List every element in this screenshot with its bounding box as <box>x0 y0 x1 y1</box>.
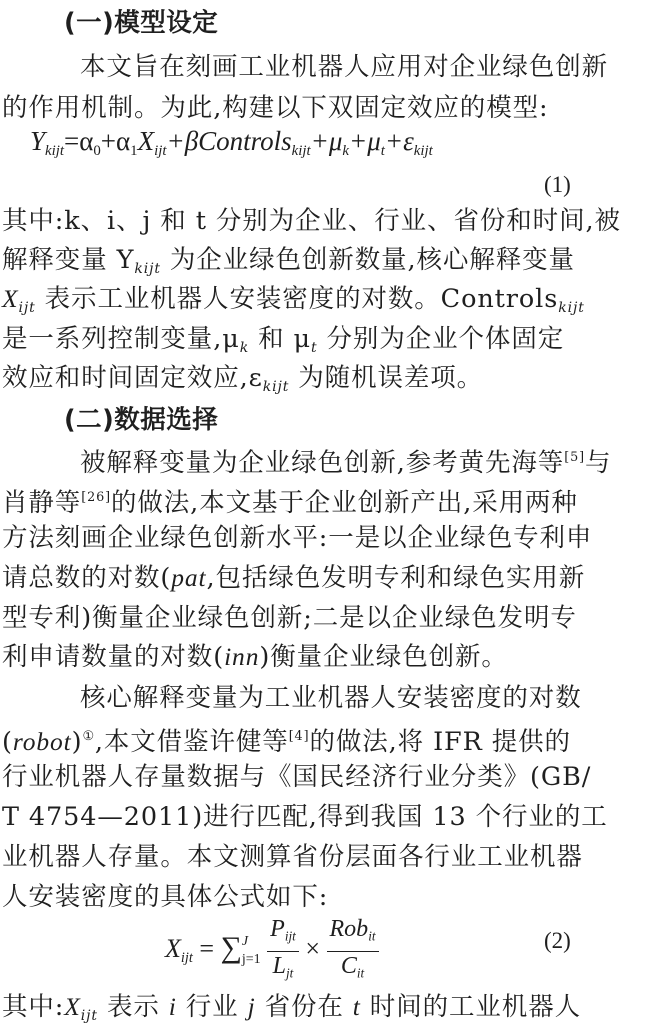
eq-subscript: kijt <box>291 143 311 160</box>
heading-text: (二)数据选择 <box>64 405 219 435</box>
subscript: kijt <box>134 260 161 277</box>
text: 为企业绿色创新数量,核心解释变量 <box>160 245 575 275</box>
eq-subscript: 1 <box>130 143 138 160</box>
text: pat <box>171 563 207 592</box>
eq-subscript: it <box>356 965 365 981</box>
text: ,包括绿色发明专利和绿色实用新 <box>206 563 586 593</box>
paragraph-line <box>80 50 609 84</box>
eq-subscript: ijt <box>154 143 167 160</box>
subscript: ijt <box>18 299 36 316</box>
text: 表示 <box>97 992 169 1022</box>
heading-text: (一)模型设定 <box>64 8 219 38</box>
text: X <box>2 284 19 313</box>
text: X <box>64 992 81 1021</box>
text: T 4754—2011)进行匹配,得到我国 13 个行业的工 <box>2 802 608 832</box>
text: 的作用机制。为此,构建以下双固定效应的模型: <box>2 93 549 123</box>
numerator <box>327 915 379 952</box>
eq-subscript: k <box>342 143 350 160</box>
text: robot <box>12 727 72 757</box>
paragraph-line <box>2 361 588 404</box>
subscript: kijt <box>558 299 585 316</box>
paragraph-line <box>2 243 588 286</box>
citation: [4] <box>288 729 310 744</box>
text: 核心解释变量为工业机器人安装密度的对数 <box>80 683 582 713</box>
paragraph-line <box>80 441 612 480</box>
text: 其中:k、i、j 和 t 分别为企业、行业、省份和时间,被 <box>2 206 621 236</box>
eq-subscript: kijt <box>413 143 433 160</box>
paragraph-line <box>2 800 608 834</box>
sum-symbol: ∑ <box>220 931 242 965</box>
section-heading-model <box>64 6 650 40</box>
text: t <box>352 992 361 1021</box>
sum-upper: J <box>241 934 249 950</box>
text: )衡量企业绿色创新。 <box>259 642 508 672</box>
eq-symbol: X <box>165 934 181 964</box>
eq-symbol: =α <box>64 126 94 156</box>
text: 的做法,本文基于企业创新产出,采用两种 <box>110 488 578 519</box>
text: 效应和时间固定效应,ε <box>2 363 263 393</box>
paragraph-line <box>2 990 588 1033</box>
eq-subscript: t <box>380 143 385 160</box>
paragraph-line <box>2 601 588 635</box>
text: 分别为企业个体固定 <box>317 324 565 354</box>
text: 为随机误差项。 <box>289 363 484 393</box>
paragraph-line <box>2 840 588 874</box>
text: 省份在 <box>255 992 353 1022</box>
paragraph-line <box>2 322 588 365</box>
equation-2 <box>165 915 379 987</box>
subscript: t <box>310 339 318 356</box>
subscript: kijt <box>262 378 290 395</box>
text: j <box>247 992 256 1021</box>
eq-symbol: +μ <box>310 126 343 156</box>
eq-symbol: = <box>199 934 214 964</box>
text: 行业 <box>176 992 248 1022</box>
sum-lower: j=1 <box>241 952 261 968</box>
eq-subscript: ijt <box>180 950 193 967</box>
equation-1 <box>30 126 433 160</box>
text: 是一系列控制变量,μ <box>2 324 240 354</box>
sum-limits <box>242 933 261 969</box>
paragraph-line <box>80 681 586 715</box>
denominator <box>327 952 379 988</box>
eq-subscript: 0 <box>93 143 101 160</box>
text: ( <box>2 727 13 758</box>
eq-subscript: kijt <box>45 143 64 160</box>
text: 人安装密度的具体公式如下: <box>2 882 329 912</box>
eq-symbol: × <box>305 934 321 964</box>
subscript: ijt <box>80 1007 98 1024</box>
text: 表示工业机器人安装密度的对数。Controls <box>35 284 559 314</box>
paragraph-line <box>2 760 592 794</box>
text: i <box>168 992 177 1021</box>
text: 时间的工业机器人 <box>360 992 582 1022</box>
paragraph-line <box>2 561 588 595</box>
eq-symbol: +α <box>100 126 131 156</box>
text: 本文旨在刻画工业机器人应用对企业绿色创新 <box>80 52 609 82</box>
eq-subscript: jt <box>286 965 294 981</box>
text: 肖静等 <box>2 488 82 519</box>
eq-subscript: it <box>368 928 376 944</box>
text: 的做法,将 IFR 提供的 <box>309 727 571 758</box>
fraction-rob-over-c <box>327 915 379 987</box>
text: 和 μ <box>249 324 311 354</box>
eq-symbol: +μ <box>349 126 381 156</box>
text: inn <box>224 642 260 671</box>
text: 行业机器人存量数据与《国民经济行业分类》(GB/ <box>2 762 592 792</box>
eq-symbol: Y <box>30 126 46 156</box>
text: 业机器人存量。本文测算省份层面各行业工业机器 <box>2 842 583 872</box>
text: 型专利)衡量企业绿色创新;二是以企业绿色发明专 <box>2 603 577 633</box>
eq-symbol: L <box>272 952 287 979</box>
paragraph-line <box>2 880 588 914</box>
text: 利申请数量的对数( <box>2 642 225 672</box>
paragraph-line <box>2 282 588 325</box>
paragraph-line <box>2 481 588 520</box>
section-heading-data <box>64 403 650 437</box>
text: 与 <box>584 448 612 479</box>
eq-symbol: +ε <box>384 126 414 156</box>
text: 请总数的对数( <box>2 563 172 593</box>
citation: [5] <box>564 450 585 465</box>
numerator <box>267 915 299 952</box>
equation-number-2: (2) <box>544 928 571 953</box>
text: 被解释变量为企业绿色创新,参考黄先海等 <box>80 448 565 479</box>
fraction-p-over-l <box>267 915 299 987</box>
eq-symbol: P <box>270 916 285 942</box>
eq-subscript: ijt <box>284 928 296 944</box>
text: 其中: <box>2 992 65 1022</box>
equation-number-1: (1) <box>544 172 571 197</box>
eq-symbol: Rob <box>329 916 369 942</box>
eq-symbol: C <box>340 952 357 979</box>
paragraph-line <box>2 640 588 674</box>
text: 解释变量 Y <box>2 245 135 275</box>
eq-symbol: X <box>137 126 155 156</box>
text: ) <box>71 727 83 758</box>
denominator <box>267 952 299 988</box>
footnote-marker: ① <box>82 729 95 744</box>
text: 方法刻画企业绿色创新水平:一是以企业绿色专利申 <box>2 523 593 553</box>
paragraph-line <box>2 91 588 125</box>
subscript: k <box>239 339 250 356</box>
eq-symbol: +βControls <box>166 126 292 156</box>
paragraph-line <box>2 720 588 759</box>
text: ,本文借鉴许健等 <box>94 727 289 758</box>
citation: [26] <box>81 490 111 505</box>
paragraph-line <box>2 521 593 555</box>
paragraph-line <box>2 204 621 238</box>
